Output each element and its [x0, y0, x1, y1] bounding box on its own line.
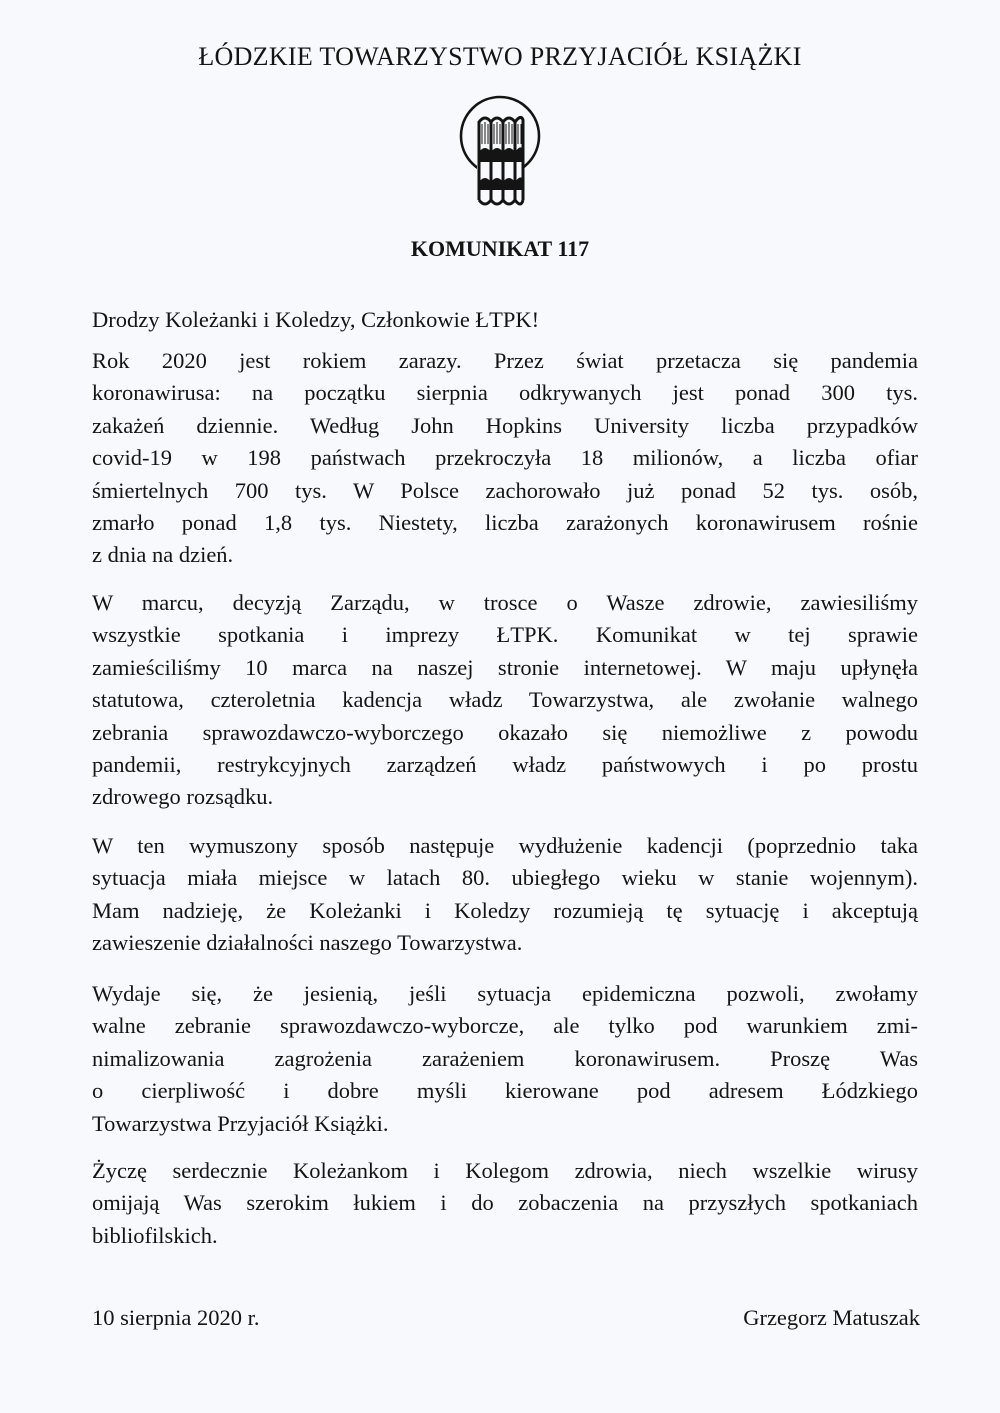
text-line: Wydaje się, że jesienią, jeśli sytuacja epidemiczna pozwoli, zwołamy [92, 981, 918, 1006]
text-line: wszystkie spotkania i imprezy ŁTPK. Komunikat w tej sprawie [92, 622, 918, 648]
books-in-circle-logo-icon [457, 92, 543, 212]
paragraph-1 [92, 345, 918, 572]
text-line: W ten wymuszony sposób następuje wydłużenie kadencji (poprzednio taka [92, 833, 918, 858]
text-line: Mam nadzieję, że Koleżanki i Koledzy rozumieją tę sytuację i akceptują [92, 897, 918, 923]
text-line: omijają Was szerokim łukiem i do zobaczenia na przyszłych spotkaniach [92, 1190, 918, 1216]
paragraph-3 [92, 830, 918, 960]
text-line: zdrowego rozsądku. [92, 784, 274, 810]
text-line: statutowa, czteroletnia kadencja władz Towarzystwa, ale zwołanie walnego [92, 687, 918, 713]
paragraph-4 [92, 978, 918, 1140]
document-title: KOMUNIKAT 117 [410, 236, 590, 261]
text-line: zamieściliśmy 10 marca na naszej stronie internetowej. W maju upłynęła [92, 654, 918, 680]
text-line: o cierpliwość i dobre myśli kierowane pod adresem Łódzkiego [92, 1078, 918, 1104]
text-line: Życzę serdecznie Koleżankom i Kolegom zdrowia, niech wszelkie wirusy [92, 1158, 918, 1183]
text-line: Rok 2020 jest rokiem zarazy. Przez świat przetacza się pandemia [92, 348, 918, 373]
text-line: bibliofilskich. [92, 1222, 218, 1248]
text-line: walne zebranie sprawozdawczo-wyborcze, ale tylko pod warunkiem zmi- [92, 1013, 918, 1039]
paragraph-5 [92, 1155, 918, 1252]
text-line: z dnia na dzień. [92, 542, 234, 568]
text-line: W marcu, decyzją Zarządu, w trosce o Wasze zdrowie, zawiesiliśmy [92, 590, 918, 615]
text-line: zawieszenie działalności naszego Towarzystwa. [92, 930, 523, 956]
text-line: śmiertelnych 700 tys. W Polsce zachorowało już ponad 52 tys. osób, [92, 477, 918, 503]
text-line: covid-19 w 198 państwach przekroczyła 18 milionów, a liczba ofiar [92, 445, 918, 471]
text-line: zmarło ponad 1,8 tys. Niestety, liczba zarażonych koronawirusem rośnie [92, 509, 918, 535]
text-line: zakażeń dziennie. Według John Hopkins University liczba przypadków [92, 412, 918, 438]
document-date: 10 sierpnia 2020 r. [92, 1305, 260, 1330]
paragraph-2 [92, 587, 918, 814]
text-line: zebrania sprawozdawczo-wyborczego okazało się niemożliwe z powodu [92, 719, 918, 745]
salutation: Drodzy Koleżanki i Koledzy, Członkowie ŁTPK! [92, 307, 540, 332]
text-line: pandemii, restrykcyjnych zarządzeń władz państwowych i po prostu [92, 751, 918, 777]
signature: Grzegorz Matuszak [743, 1305, 920, 1330]
text-line: sytuacja miała miejsce w latach 80. ubiegłego wieku w stanie wojennym). [92, 865, 918, 891]
text-line: Towarzystwa Przyjaciół Książki. [92, 1110, 389, 1136]
organization-name: ŁÓDZKIE TOWARZYSTWO PRZYJACIÓŁ KSIĄŻKI [198, 42, 802, 71]
text-line: koronawirusa: na początku sierpnia odkrywanych jest ponad 300 tys. [92, 380, 918, 406]
text-line: nimalizowania zagrożenia zarażeniem koronawirusem. Proszę Was [92, 1045, 918, 1071]
